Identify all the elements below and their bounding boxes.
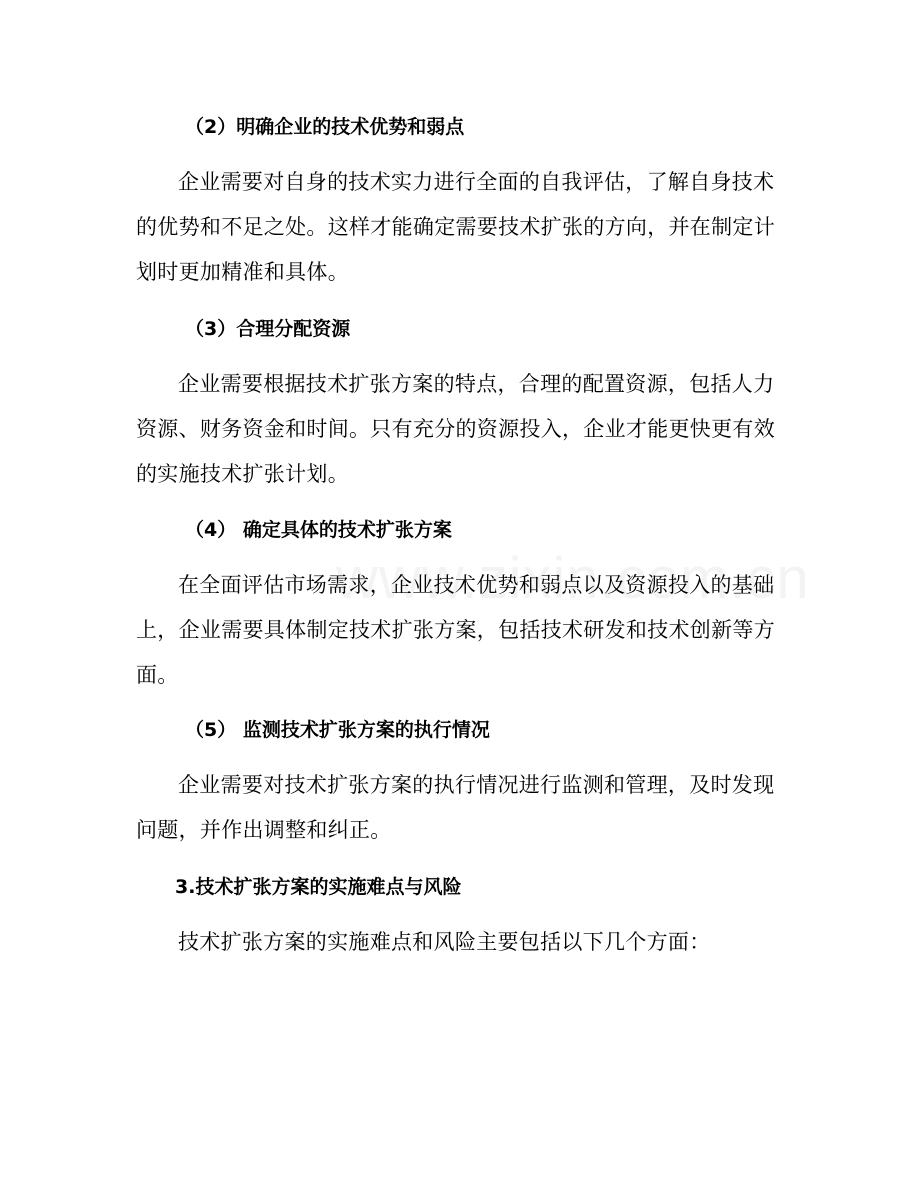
section-heading-2: （2）明确企业的技术优势和弱点 [185, 116, 465, 138]
section-paragraph-5: 企业需要对技术扩张方案的执行情况进行监测和管理，及时发现问题，并作出调整和纠正。 [136, 773, 775, 842]
section-paragraph-2: 企业需要对自身的技术实力进行全面的自我评估，了解自身技术的优势和不足之处。这样才能确定需要技术扩张的方向，并在制定计划时更加精准和具体。 [136, 170, 775, 284]
section-paragraph-4: 在全面评估市场需求，企业技术优势和弱点以及资源投入的基础上，企业需要具体制定技术扩张方案，包括技术研发和技术创新等方面。 [136, 573, 775, 687]
section-paragraph-3: 企业需要根据技术扩张方案的特点，合理的配置资源，包括人力资源、财务资金和时间。只有充分的资源投入，企业才能更快更有效的实施技术扩张计划。 [136, 372, 775, 486]
section-heading-5: （5） 监测技术扩张方案的执行情况 [185, 719, 490, 741]
section-heading-4: （4） 确定具体的技术扩张方案 [185, 519, 452, 541]
chapter-heading-3: 3.技术扩张方案的实施难点与风险 [175, 876, 462, 898]
chapter-paragraph-3: 技术扩张方案的实施难点和风险主要包括以下几个方面： [178, 930, 711, 954]
section-heading-3: （3）合理分配资源 [185, 318, 351, 340]
